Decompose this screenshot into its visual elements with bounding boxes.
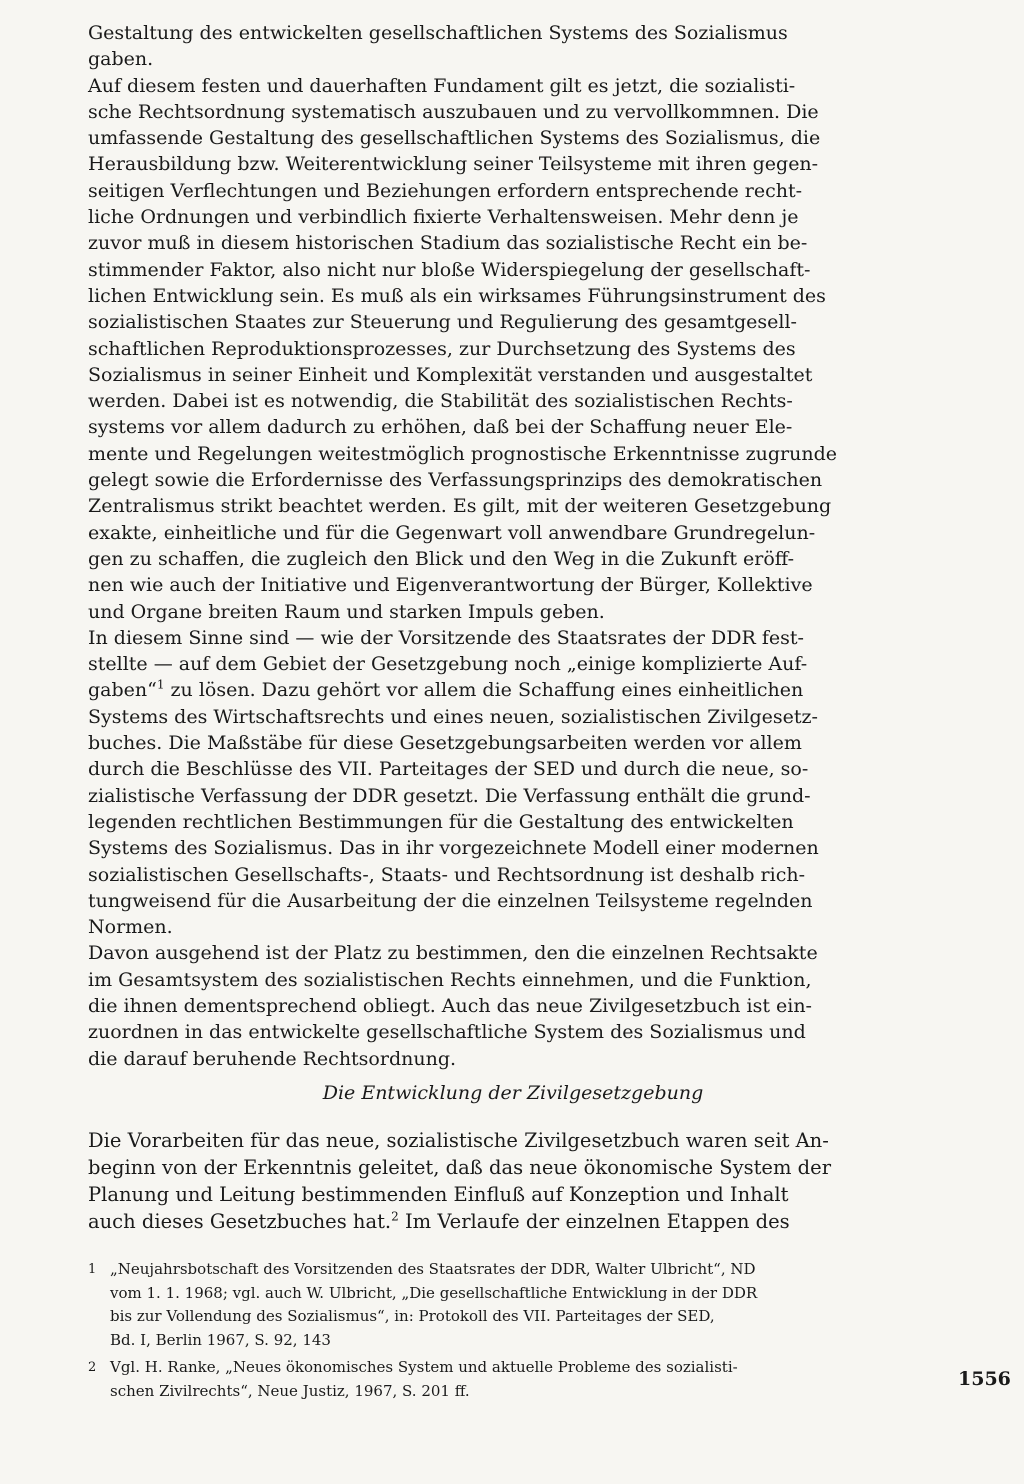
text-line: Normen.: [88, 916, 173, 939]
footnote-reference-2[interactable]: 2: [391, 1209, 399, 1224]
text-line: zialistische Verfassung der DDR gesetzt. Die Verfassung enthält die grund-: [88, 784, 811, 807]
text-line: exakte, einheitliche und für die Gegenwart voll anwendbare Grundregelun-: [88, 521, 816, 544]
footnote-line: vom 1. 1. 1968; vgl. auch W. Ulbricht, „Die gesellschaftliche Entwicklung in der DDR: [110, 1283, 758, 1302]
text-line: gaben.: [88, 48, 154, 71]
text-line: sche Rechtsordnung systematisch auszubauen und zu vervollkommnen. Die: [88, 100, 819, 123]
section-body: [88, 1127, 938, 1235]
text-line: und Organe breiten Raum und starken Impuls geben.: [88, 600, 605, 623]
paragraph-1: [88, 20, 938, 73]
text-line: sozialistischen Staates zur Steuerung und Regulierung des gesamtgesell-: [88, 311, 797, 334]
text-line: Sozialismus in seiner Einheit und Komplexität verstanden und ausgestaltet: [88, 363, 813, 386]
footnotes: [88, 1258, 938, 1407]
text-line: Planung und Leitung bestimmenden Einfluß auf Konzeption und Inhalt: [88, 1183, 789, 1206]
text-line: lichen Entwicklung sein. Es muß als ein wirksames Führungsinstrument des: [88, 284, 826, 307]
text-line: legenden rechtlichen Bestimmungen für die Gestaltung des entwickelten: [88, 810, 794, 833]
text-line: beginn von der Erkenntnis geleitet, daß das neue ökonomische System der: [88, 1156, 832, 1179]
text-fragment: gaben“: [88, 679, 157, 702]
footnote-reference-1[interactable]: 1: [156, 678, 165, 693]
text-line: durch die Beschlüsse des VII. Parteitages der SED und durch die neue, so-: [88, 758, 809, 781]
text-line: stellte — auf dem Gebiet der Gesetzgebung noch „einige komplizierte Auf-: [88, 653, 808, 676]
text-line: systems vor allem dadurch zu erhöhen, daß bei der Schaffung neuer Ele-: [88, 416, 793, 439]
footnote-line: Vgl. H. Ranke, „Neues ökonomisches System und aktuelle Probleme des sozialisti-: [110, 1358, 738, 1376]
text-line: [88, 1208, 938, 1235]
footnote-line: schen Zivilrechts“, Neue Justiz, 1967, S. 201 ff.: [110, 1381, 470, 1400]
text-fragment: auch dieses Gesetzbuches hat.: [88, 1210, 392, 1233]
text-line: stimmender Faktor, also nicht nur bloße Widerspiegelung der gesellschaft-: [88, 258, 811, 281]
text-line: In diesem Sinne sind — wie der Vorsitzende des Staatsrates der DDR fest-: [88, 626, 804, 649]
text-line: gen zu schaffen, die zugleich den Blick und den Weg in die Zukunft eröff-: [88, 547, 795, 570]
text-line: Gestaltung des entwickelten gesellschaftlichen Systems des Sozialismus: [88, 22, 788, 44]
text-line: Systems des Wirtschaftsrechts und eines neuen, sozialistischen Zivilgesetz-: [88, 705, 818, 728]
section-heading: Die Entwicklung der Zivilgesetzgebung: [322, 1082, 704, 1104]
text-line: Davon ausgehend ist der Platz zu bestimmen, den die einzelnen Rechtsakte: [88, 942, 818, 965]
paragraph-5: [88, 1127, 938, 1235]
text-line: werden. Dabei ist es notwendig, die Stabilität des sozialistischen Rechts-: [88, 390, 793, 413]
text-line: tungweisend für die Ausarbeitung der die einzelnen Teilsysteme regelnden: [88, 889, 813, 912]
text-line: Zentralismus strikt beachtet werden. Es gilt, mit der weiteren Gesetzgebung: [88, 495, 832, 518]
page-number: 1556: [958, 1368, 1011, 1390]
text-line: zuvor muß in diesem historischen Stadium das sozialistische Recht ein be-: [88, 232, 808, 255]
text-line: sozialistischen Gesellschafts-, Staats- und Rechtsordnung ist deshalb rich-: [88, 863, 806, 886]
text-line: [88, 677, 938, 703]
text-fragment: Im Verlaufe der einzelnen Etappen des: [398, 1210, 790, 1233]
footnote-line: Bd. I, Berlin 1967, S. 92, 143: [110, 1330, 331, 1349]
footnote-line: bis zur Vollendung des Sozialismus“, in: Protokoll des VII. Parteitages der SED,: [110, 1307, 715, 1325]
text-line: umfassende Gestaltung des gesellschaftlichen Systems des Sozialismus, die: [88, 127, 821, 150]
text-line: nen wie auch der Initiative und Eigenverantwortung der Bürger, Kollektive: [88, 574, 813, 597]
paragraph-3: [88, 625, 938, 941]
text-line: liche Ordnungen und verbindlich fixierte Verhaltensweisen. Mehr denn je: [88, 206, 799, 229]
body-text: [88, 20, 938, 1072]
text-line: seitigen Verflechtungen und Beziehungen erfordern entsprechende recht-: [88, 179, 803, 202]
text-line: buches. Die Maßstäbe für diese Gesetzgebungsarbeiten werden vor allem: [88, 732, 802, 755]
text-line: Systems des Sozialismus. Das in ihr vorgezeichnete Modell einer modernen: [88, 837, 819, 860]
text-line: schaftlichen Reproduktionsprozesses, zur Durchsetzung des Systems des: [88, 337, 796, 360]
footnote-2: [88, 1356, 938, 1403]
text-line: Auf diesem festen und dauerhaften Fundament gilt es jetzt, die sozialisti-: [88, 74, 796, 97]
paragraph-4: [88, 940, 938, 1071]
text-line: die ihnen dementsprechend obliegt. Auch das neue Zivilgesetzbuch ist ein-: [88, 994, 812, 1017]
footnote-mark: 1: [88, 1262, 97, 1277]
text-line: mente und Regelungen weitestmöglich prognostische Erkenntnisse zugrunde: [88, 442, 838, 465]
paragraph-2: [88, 73, 938, 625]
text-line: Herausbildung bzw. Weiterentwicklung seiner Teilsysteme mit ihren gegen-: [88, 153, 819, 176]
text-fragment: zu lösen. Dazu gehört vor allem die Schaffung eines einheitlichen: [164, 679, 804, 702]
text-line: gelegt sowie die Erfordernisse des Verfassungsprinzips des demokratischen: [88, 469, 823, 492]
footnote-line: „Neujahrsbotschaft des Vorsitzenden des Staatsrates der DDR, Walter Ulbricht“, ND: [110, 1260, 756, 1278]
text-line: Die Vorarbeiten für das neue, sozialistische Zivilgesetzbuch waren seit An-: [88, 1129, 829, 1152]
text-line: zuordnen in das entwickelte gesellschaftliche System des Sozialismus und: [88, 1021, 806, 1044]
footnote-1: [88, 1258, 938, 1352]
text-line: die darauf beruhende Rechtsordnung.: [88, 1047, 457, 1070]
footnote-mark: 2: [88, 1360, 97, 1375]
text-line: im Gesamtsystem des sozialistischen Rechts einnehmen, und die Funktion,: [88, 968, 812, 991]
